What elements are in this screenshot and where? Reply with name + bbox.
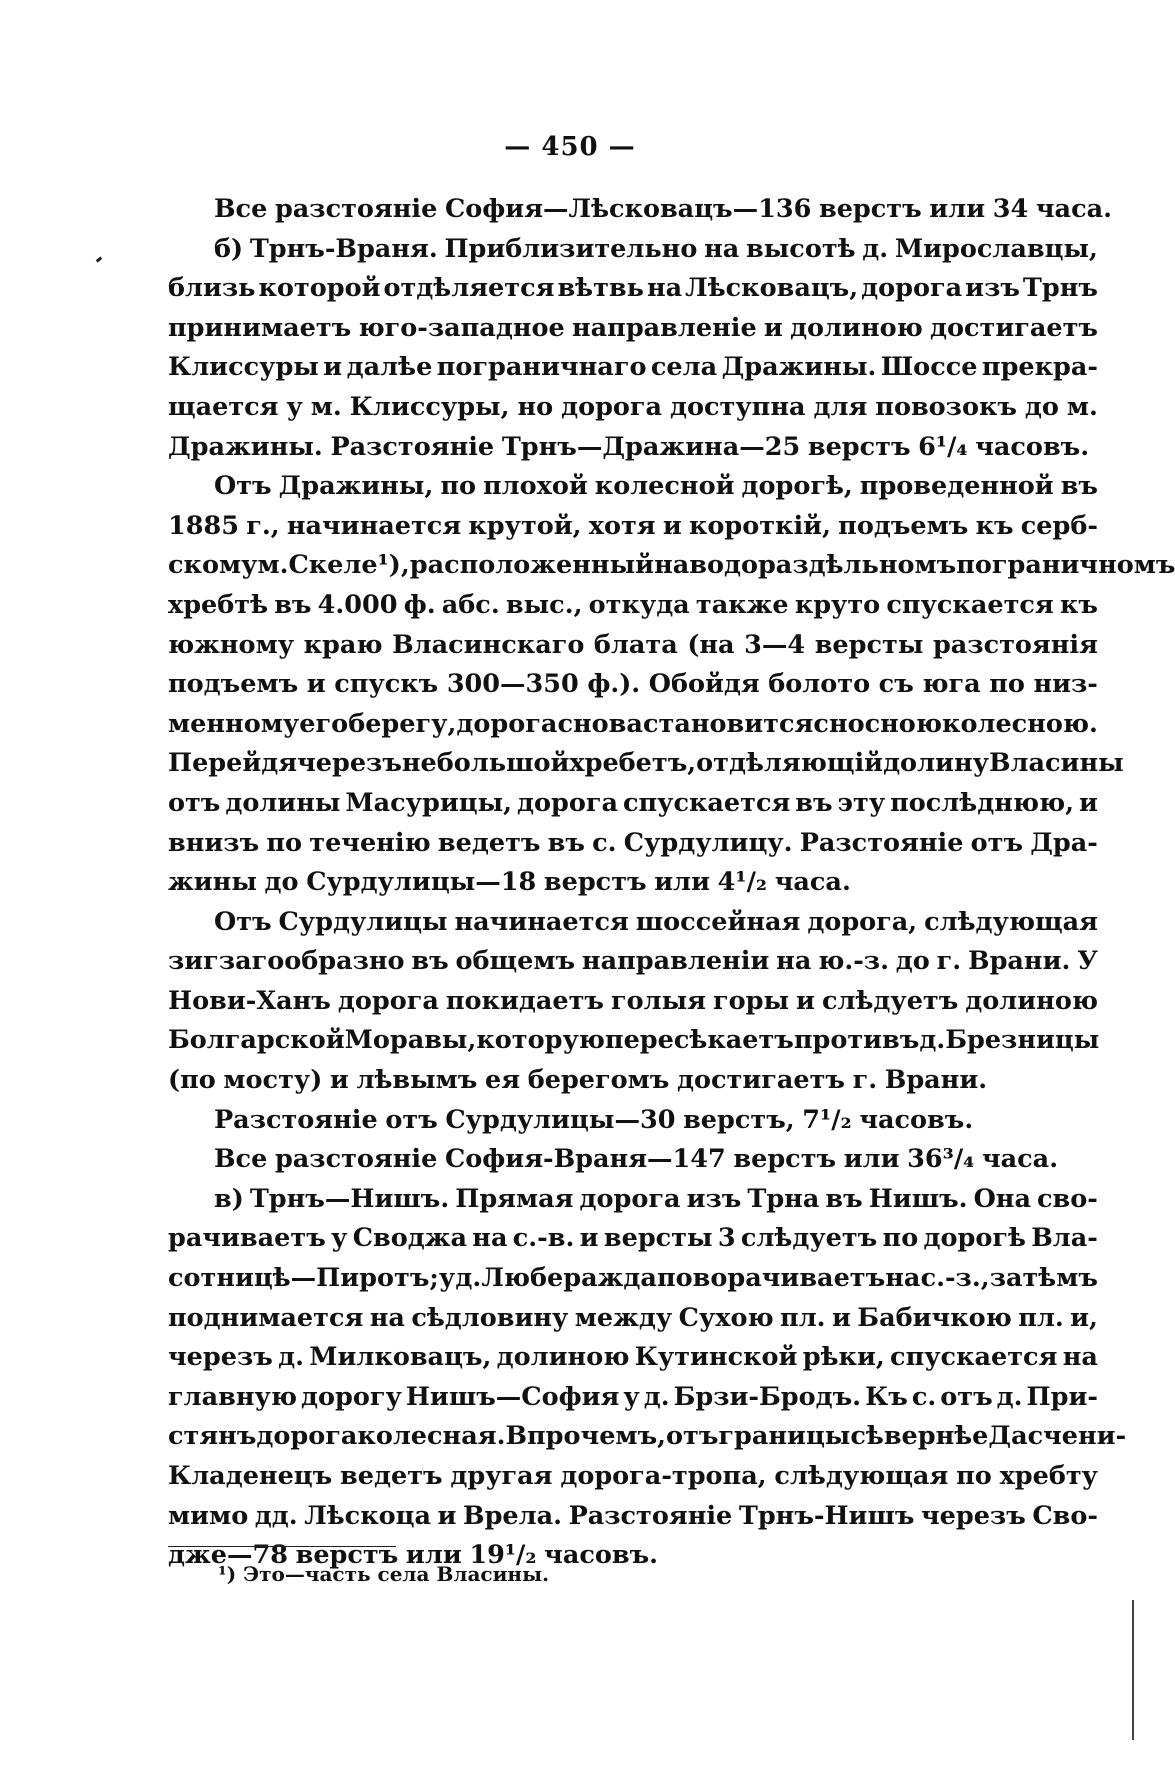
text-line: отъ долины Масурицы, дорога спускается въ эту послѣднюю, и [168, 787, 1098, 818]
text-line: Кладенецъ ведетъ другая дорога-тропа, слѣдующая по хребту [168, 1461, 1098, 1491]
text-line: внизъ по теченію ведетъ въ с. Сурдулицу. Разстояніе отъ Дра- [168, 827, 1098, 858]
page-number: — 450 — [504, 132, 636, 162]
text-line: дже—78 верстъ или 19¹/₂ часовъ. [168, 1540, 659, 1571]
text-line: рачиваетъ у Своджа на с.-в. и версты 3 слѣдуетъ по дорогѣ Вла- [168, 1223, 1098, 1254]
text-line: главную дорогу Нишъ—София у д. Брзи-Бродъ. Къ с. отъ д. При- [168, 1381, 1098, 1412]
text-line: Все разстояніе София-Враня—147 верстъ или 36³/₄ часа. [214, 1144, 1059, 1175]
text-line: Клиссуры и далѣе пограничнаго села Дражины. Шоссе прекра- [168, 352, 1098, 383]
text-line: поднимается на сѣдловину между Сухою пл. и Бабичкою пл. и, [168, 1302, 1098, 1333]
text-line: (по мосту) и лѣвымъ ея берегомъ достигаетъ г. Врани. [168, 1065, 988, 1096]
text-line: сотницѣ—Пиротъ; у д. Люберажда поворачиваетъ на с.-з., затѣмъ [168, 1263, 1098, 1294]
text-line: Отъ Сурдулицы начинается шоссейная дорога, слѣдующая [214, 906, 1098, 937]
text-line: жины до Сурдулицы—18 верстъ или 4¹/₂ часа. [168, 867, 851, 898]
text-line: черезъ д. Милковацъ, долиною Кутинской рѣки, спускается на [168, 1342, 1098, 1373]
page-edge-mark [1132, 1600, 1134, 1740]
text-line: южному краю Власинскаго блата (на 3—4 версты разстоянія [168, 629, 1098, 660]
footnote-rule [168, 1546, 396, 1547]
text-line: Все разстояніе София—Лѣсковацъ—136 верстъ или 34 часа. [214, 194, 1113, 224]
text-line: б) Трнъ-Враня. Приблизительно на высотѣ д. Мирославцы, [214, 233, 1098, 264]
text-line: Болгарской Моравы, которую пересѣкаетъ противъ д. Брезницы [168, 1025, 1100, 1056]
text-line: зигзагообразно въ общемъ направленіи на ю.-з. до г. Врани. У [168, 946, 1098, 977]
footnote: ¹) Это—часть села Власины. [218, 1562, 550, 1586]
text-line: менному его берегу, дорога снова становится сносною колесною. [168, 708, 1098, 739]
text-line: Дражины. Разстояніе Трнъ—Дражина—25 верстъ 6¹/₄ часовъ. [168, 431, 1090, 462]
text-line: Разстояніе отъ Сурдулицы—30 верстъ, 7¹/₂ часовъ. [214, 1104, 974, 1135]
text-line: принимаетъ юго-западное направленіе и долиною достигаетъ [168, 312, 1098, 343]
ink-speck [96, 256, 103, 262]
text-line: 1885 г., начинается крутой, хотя и короткій, подъемъ къ серб- [168, 510, 1098, 541]
text-line: Нови-Ханъ дорога покидаетъ голыя горы и слѣдуетъ долиною [168, 985, 1098, 1016]
text-line: щается у м. Клиссуры, но дорога доступна для повозокъ до м. [168, 391, 1098, 422]
text-line: в) Трнъ—Нишъ. Прямая дорога изъ Трна въ Нишъ. Она сво- [214, 1183, 1098, 1214]
text-line: мимо дд. Лѣскоца и Врела. Разстояніе Трнъ-Нишъ черезъ Сво- [168, 1500, 1098, 1531]
text-line: скому м. Скеле ¹), расположенный на водораздѣльномъ пограничномъ [168, 550, 1175, 581]
text-line: подъемъ и спускъ 300—350 ф.). Обойдя болото съ юга по низ- [168, 669, 1098, 700]
text-line: хребтѣ въ 4.000 ф. абс. выс., откуда также круто спускается къ [168, 589, 1098, 620]
text-line: стянъ дорога колесная. Впрочемъ, отъ границы сѣвернѣе Дасчени- [168, 1421, 1127, 1452]
body-text [168, 190, 1175, 1576]
text-line: Отъ Дражины, по плохой колесной дорогѣ, проведенной въ [214, 471, 1098, 502]
text-line: близь которой отдѣляется вѣтвь на Лѣсковацъ, дорога изъ Трнъ [168, 273, 1098, 304]
text-line: Перейдя черезъ небольшой хребетъ, отдѣляющій долину Власины [168, 748, 1124, 779]
